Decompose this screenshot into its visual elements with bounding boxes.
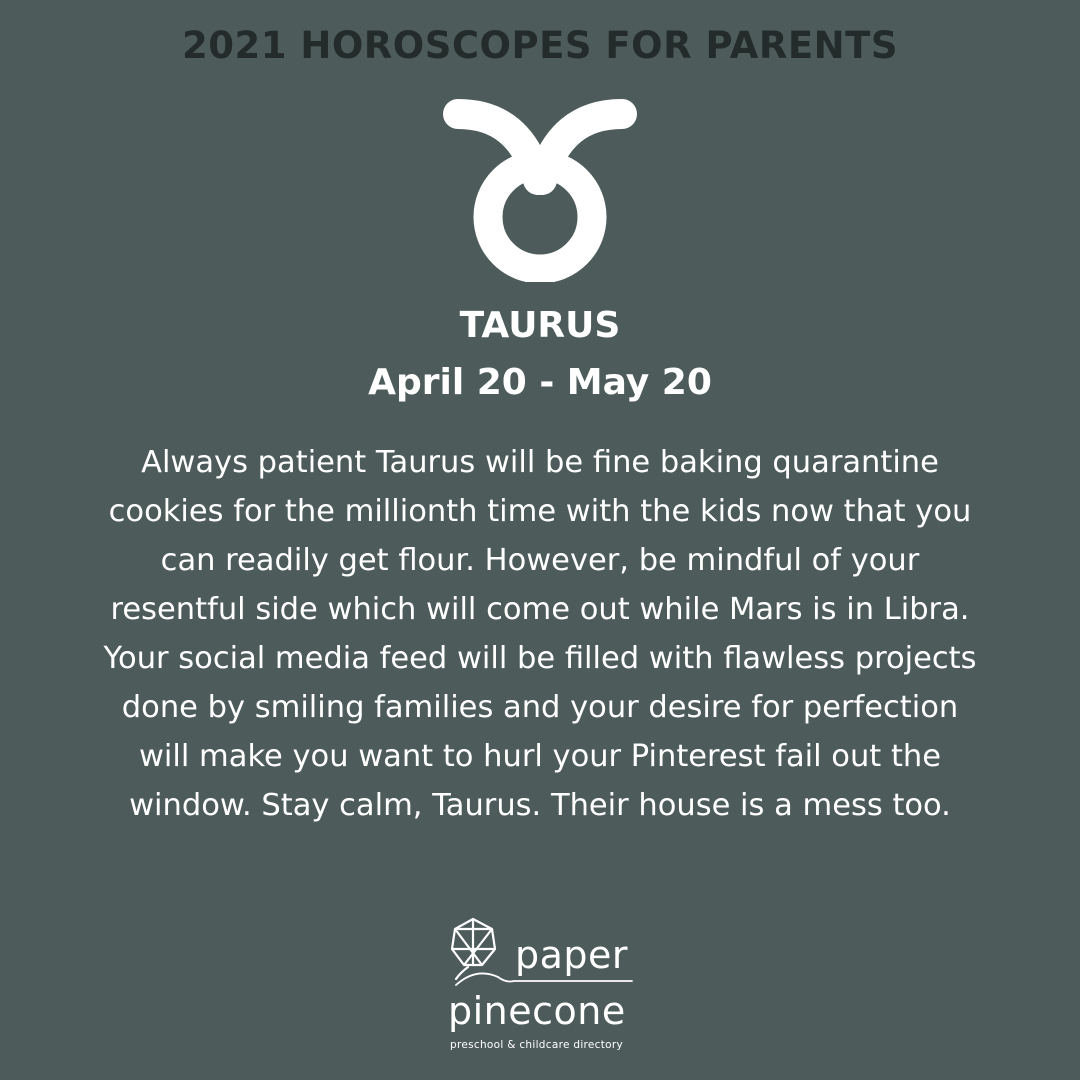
- horoscope-line: Your social media feed will be filled with flawless projects: [103, 641, 977, 676]
- sign-dates: April 20 - May 20: [368, 362, 712, 403]
- horoscope-line: can readily get flour. However, be mindful of your: [160, 543, 920, 578]
- horoscope-line: resentful side which will come out while Mars is in Libra.: [110, 592, 970, 627]
- horoscope-line: cookies for the millionth time with the kids now that you: [108, 494, 972, 529]
- brand-tagline: preschool & childcare directory: [450, 1039, 624, 1051]
- brand-word-pinecone: pinecone: [448, 989, 626, 1033]
- horoscope-line: done by smiling families and your desire for perfection: [121, 690, 959, 725]
- page-title: 2021 HOROSCOPES FOR PARENTS: [182, 24, 898, 67]
- taurus-symbol-icon: [430, 92, 650, 282]
- horoscope-text: [60, 438, 1020, 830]
- brand-word-paper: paper: [515, 933, 629, 977]
- horoscope-line: Always patient Taurus will be fine baking quarantine: [141, 445, 939, 480]
- brand-logo: [440, 915, 650, 1060]
- horoscope-line: will make you want to hurl your Pinterest fail out the: [138, 739, 941, 774]
- sign-name: TAURUS: [459, 305, 621, 346]
- logo-swoosh: [454, 965, 634, 989]
- horoscope-line: window. Stay calm, Taurus. Their house is a mess too.: [129, 788, 951, 823]
